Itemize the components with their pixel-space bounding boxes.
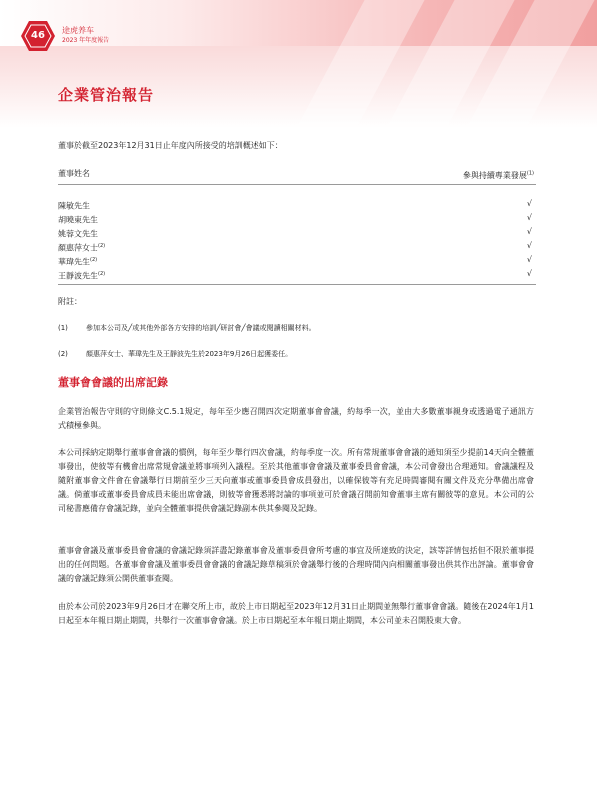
check-mark-icon: √	[526, 199, 532, 208]
table-header-training: 參與持續專業發展$^{(1)}$	[462, 170, 534, 180]
footnote-ref: (2)	[98, 271, 106, 277]
section-title: 董事會會議的出席記錄	[58, 376, 168, 389]
table-row	[58, 225, 536, 239]
page-number-badge	[20, 20, 56, 52]
director-name: 陳敏先生	[58, 201, 90, 211]
table-row	[58, 267, 536, 281]
director-name: 顏惠萍女士	[58, 243, 98, 253]
paragraph: 董事會會議及董事委員會會議的會議記錄須詳盡記錄董事會及董事委員會所考慮的事宜及所達致的決定，該等詳情包括但不限於董事提出的任何問題。各董事會會議及董事委員會會議的會議記錄草稿須於會議舉行後的合理時間內向相關董事發出供其作出評論。董事會會議的會議記錄須公開供董事查閱。	[58, 546, 534, 583]
check-mark-icon: √	[526, 241, 532, 250]
notes-label: 附註：	[58, 297, 82, 306]
paragraph: 本公司採納定期舉行董事會會議的慣例，每年至少舉行四次會議，約每季度一次。所有常規董事會會議的通知須至少提前14天向全體董事發出，使彼等有機會出席常規會議並將事項列入議程。至於其他董事會會議及董事委員會會議，本公司會發出合理通知。會議議程及隨附董事會文件會在會議舉行日期前至少三天向董事或董事委員會成員發出，以確保彼等有充足時間審閱有關文件及充分準備出席會議。倘董事或董事委員會成員未能出席會議，則彼等會獲悉將討論的事項並可於會議召開前知會董事主席有關彼等的意見。本公司的公司秘書應備存會議記錄，並向全體董事提供會議記錄副本供其參閱及記錄。	[58, 448, 534, 513]
page-title: 企業管治報告	[58, 86, 155, 104]
footnote-ref: (2)	[90, 257, 98, 263]
footnote-ref: (2)	[98, 243, 106, 249]
header-banner	[0, 0, 597, 128]
check-mark-icon: √	[526, 213, 532, 222]
company-name: 途虎养车	[62, 26, 94, 35]
brand-block	[62, 26, 109, 46]
table-divider	[58, 284, 536, 285]
paragraph: 企業管治報告守則的守則條文C.5.1規定，每年至少應召開四次定期董事會會議，約每季一次，並由大多數董事親身或透過電子通訊方式積極參與。	[58, 407, 534, 430]
table-row	[58, 239, 536, 253]
page-number: 46	[31, 30, 45, 41]
check-mark-icon: √	[526, 255, 532, 264]
paragraph: 由於本公司於2023年9月26日才在聯交所上市，故於上市日期起至2023年12月31日止期間並無舉行董事會會議。隨後在2024年1月1日起至本年報日期止期間，共舉行一次董事會會議。於上市日期起至本年報日期止期間，本公司並未召開股東大會。	[58, 602, 534, 625]
check-mark-icon: √	[526, 269, 532, 278]
director-name: 胡曉東先生	[58, 215, 98, 225]
director-name: 華瑋先生	[58, 257, 90, 267]
director-name: 王靜波先生	[58, 271, 98, 281]
director-name: 姚蓉文先生	[58, 229, 98, 239]
table-divider	[58, 184, 536, 185]
report-name: 2023 年年度報告	[62, 37, 110, 44]
intro-text: 董事於截至2023年12月31日止年度內所接受的培訓概述如下：	[58, 141, 283, 150]
check-mark-icon: √	[526, 227, 532, 236]
table-header-name: 董事姓名	[58, 169, 90, 178]
table-row	[58, 211, 536, 225]
table-row	[58, 253, 536, 267]
table-row	[58, 197, 536, 211]
